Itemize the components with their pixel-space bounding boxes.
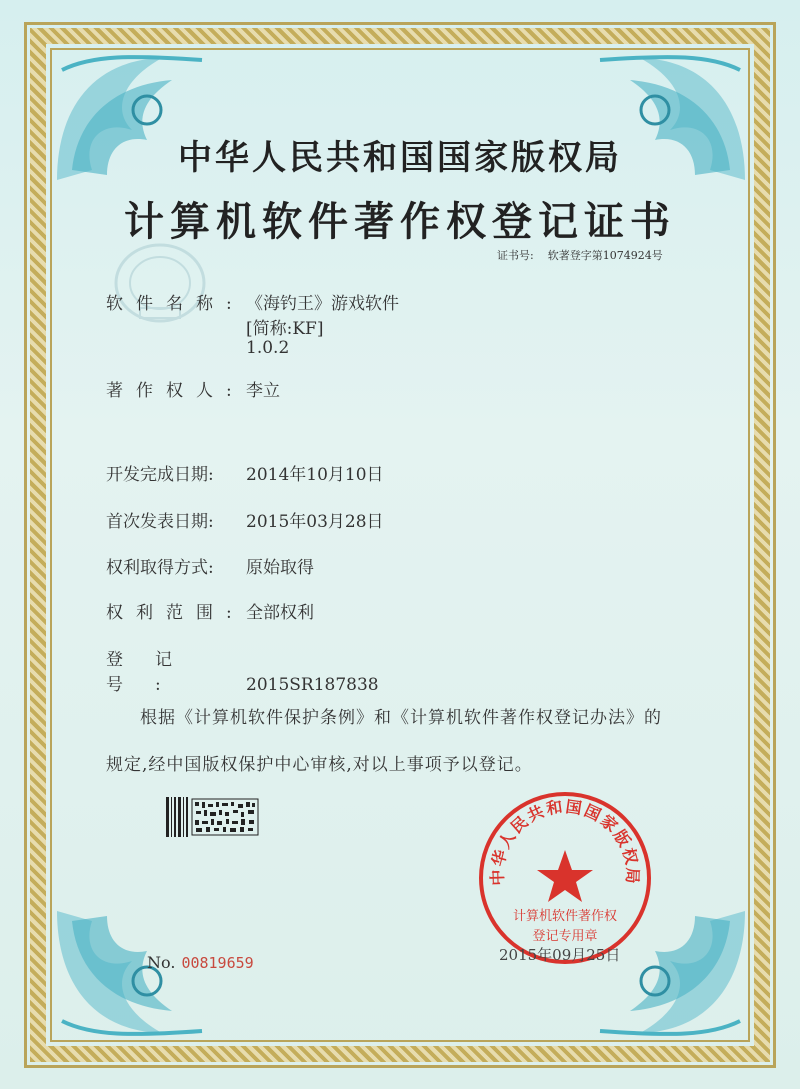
field-value: 李立 bbox=[246, 381, 280, 401]
field-label: 软件名称: bbox=[106, 294, 245, 314]
field-value: 原始取得 bbox=[246, 558, 314, 578]
serial-number bbox=[147, 953, 254, 972]
field-publish-date bbox=[106, 507, 384, 532]
field-label: 著作权人: bbox=[106, 381, 245, 401]
certificate-number-label: 证书号: bbox=[497, 249, 534, 262]
field-scope bbox=[106, 598, 314, 623]
issuer-title: 中华人民共和国国家版权局 bbox=[178, 138, 622, 178]
field-value: 2015SR187838 bbox=[246, 675, 379, 695]
certificate-title: 计算机软件著作权登记证书 bbox=[124, 198, 676, 245]
seal-line-1: 计算机软件著作权 bbox=[512, 909, 618, 924]
field-label: 权利范围: bbox=[106, 603, 245, 623]
field-value: 2014年10月10日 bbox=[246, 465, 384, 485]
seal-star-icon bbox=[537, 850, 593, 902]
field-value: 2015年03月28日 bbox=[246, 512, 384, 532]
software-abbreviation: [简称:KF] bbox=[246, 319, 324, 339]
field-value: 全部权利 bbox=[246, 603, 314, 623]
seal-line-2: 登记专用章 bbox=[532, 929, 598, 944]
serial-label: No. bbox=[147, 953, 176, 972]
field-owner bbox=[106, 376, 280, 401]
field-acquire-method bbox=[106, 553, 314, 578]
issue-date: 2015年09月25日 bbox=[499, 946, 621, 964]
software-version: 1.0.2 bbox=[246, 338, 290, 358]
certificate-number-value: 软著登字第1074924号 bbox=[547, 249, 663, 262]
body-text-line-2: 规定,经中国版权保护中心审核,对以上事项予以登记。 bbox=[106, 755, 533, 775]
field-software-name bbox=[106, 289, 399, 314]
body-text-line-1: 根据《计算机软件保护条例》和《计算机软件著作权登记办法》的 bbox=[140, 708, 662, 728]
field-label: 权利取得方式: bbox=[106, 558, 214, 578]
field-value: 《海钓王》游戏软件 bbox=[246, 294, 399, 314]
barcode-icon bbox=[166, 797, 262, 837]
emblem-watermark-icon bbox=[110, 238, 210, 328]
certificate-number bbox=[497, 247, 663, 263]
field-label: 首次发表日期: bbox=[106, 512, 214, 532]
field-label: 开发完成日期: bbox=[106, 465, 214, 485]
field-registration-number bbox=[106, 645, 379, 695]
serial-value: 00819659 bbox=[181, 954, 254, 972]
official-seal bbox=[477, 790, 653, 966]
field-dev-date bbox=[106, 460, 384, 485]
field-label: 登记号: bbox=[106, 650, 204, 695]
seal-arc-text: 中华人民共和国国家版权局 bbox=[487, 796, 643, 886]
